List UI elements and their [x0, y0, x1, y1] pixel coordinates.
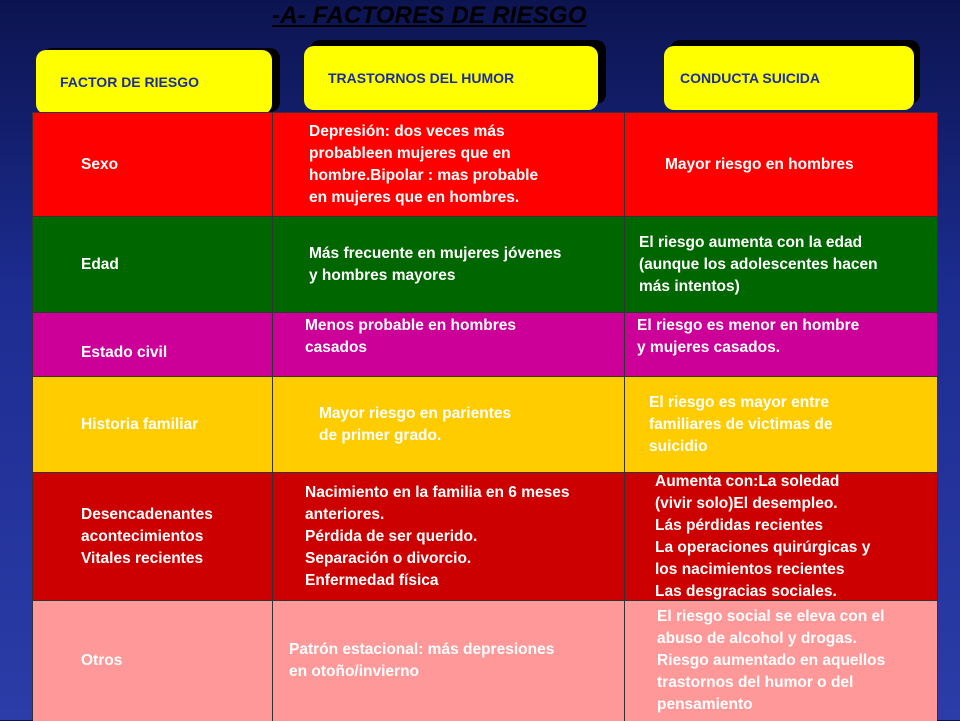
risk-table: [32, 112, 938, 720]
humor-cell: Nacimiento en la familia en 6 meses anteriores. Pérdida de ser querido. Separación o divorcio. Enfermedad física: [273, 473, 625, 600]
suicida-cell: El riesgo social se eleva con el abuso de alcohol y drogas. Riesgo aumentado en aquellos trastornos del humor o del pensamiento: [657, 608, 886, 713]
table-row: [33, 601, 937, 721]
suicida-cell: Aumenta con:La soledad (vivir solo)El desempleo. Lás pérdidas recientes La operaciones quirúrgicas y los nacimientos recientes Las desgracias sociales.: [655, 472, 871, 600]
header-humor: TRASTORNOS DEL HUMOR: [304, 46, 598, 110]
suicida-cell: El riesgo es menor en hombre y mujeres casados.: [637, 317, 860, 356]
humor-cell: Patrón estacional: más depresiones en otoño/invierno: [273, 601, 625, 721]
suicida-cell: El riesgo es mayor entre familiares de victimas de suicidio: [649, 393, 833, 455]
humor-cell: Depresión: dos veces más probableen mujeres que en hombre.Bipolar : mas probable en mujeres que en hombres.: [273, 113, 625, 216]
table-row: [33, 377, 937, 473]
table-row: [33, 113, 937, 217]
suicida-cell: Mayor riesgo en hombres: [665, 155, 854, 173]
page-title: -A- FACTORES DE RIESGO: [272, 2, 587, 29]
factor-cell: Sexo: [33, 113, 273, 216]
table-row: [33, 217, 937, 313]
factor-cell: Edad: [33, 217, 273, 312]
table-row: [33, 473, 937, 601]
suicida-cell: El riesgo aumenta con la edad (aunque los adolescentes hacen más intentos): [639, 233, 878, 295]
humor-cell: Mayor riesgo en parientes de primer grado.: [273, 377, 625, 472]
factor-cell: Historia familiar: [33, 377, 273, 472]
table-row: [33, 313, 937, 377]
factor-cell: Otros: [33, 601, 273, 721]
header-factor: FACTOR DE RIESGO: [36, 50, 272, 114]
humor-cell: Menos probable en hombres casados: [273, 313, 625, 376]
humor-cell: Más frecuente en mujeres jóvenes y hombres mayores: [273, 217, 625, 312]
header-suicida: CONDUCTA SUICIDA: [664, 46, 914, 110]
factor-cell: Estado civil: [33, 313, 273, 376]
factor-cell: Desencadenantes acontecimientos Vitales recientes: [33, 473, 273, 600]
